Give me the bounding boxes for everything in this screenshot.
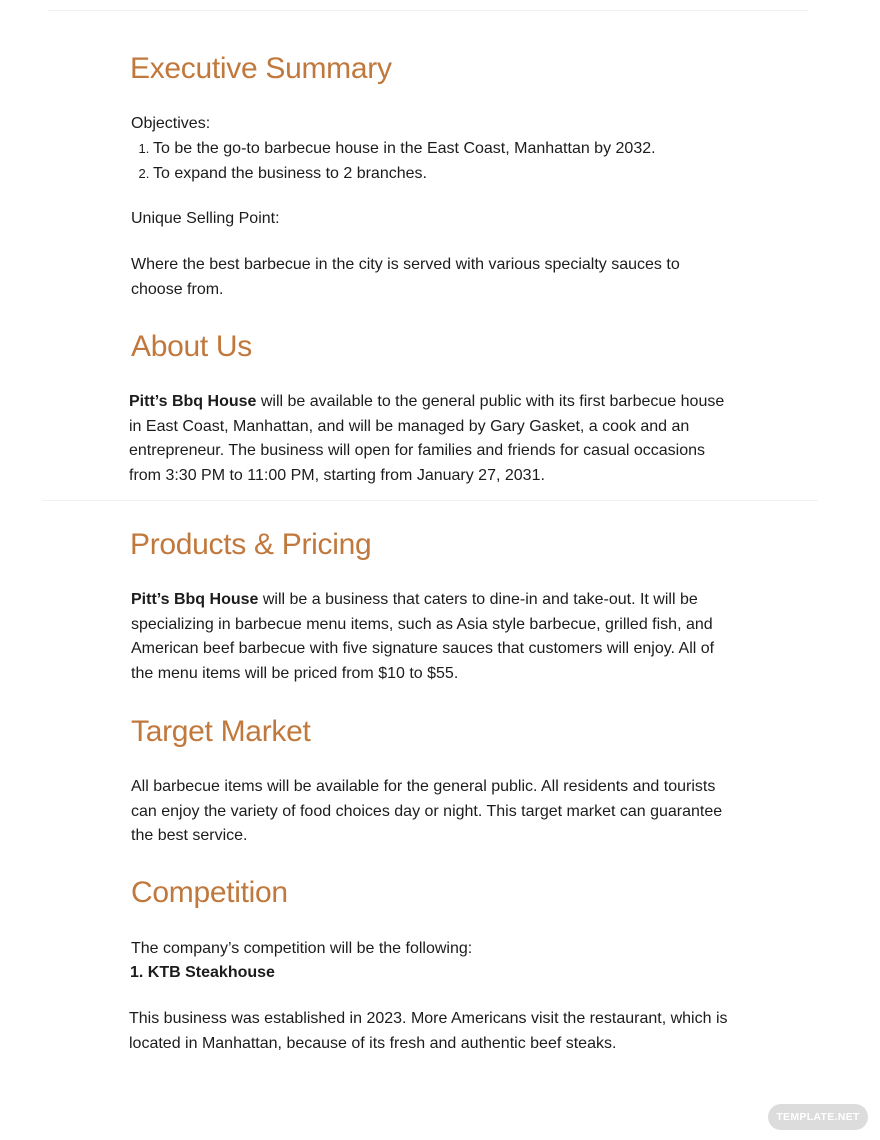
objectives-list bbox=[130, 137, 753, 186]
objectives-label: Objectives: bbox=[131, 115, 211, 132]
competitor-text: This business was established in 2023. More Americans visit the restaurant, which is located in Manhattan, because of its fresh and authentic beef steaks. bbox=[129, 1010, 728, 1052]
products-pricing-text: will be a business that caters to dine-in and take-out. It will be specializing in barbecue menu items, such as Asia style barbecue, grilled fish, and American beef barbecue with five signature sauces that customers will enjoy. All of the menu items will be priced from $10 to $55. bbox=[131, 591, 715, 683]
about-us-paragraph bbox=[129, 390, 729, 489]
products-pricing-paragraph bbox=[131, 588, 731, 687]
usp-text: Where the best barbecue in the city is served with various specialty sauces to choose from. bbox=[131, 256, 680, 298]
objective-item: 1. To be the go-to barbecue house in the East Coast, Manhattan by 2032. bbox=[153, 137, 753, 162]
usp-label: Unique Selling Point: bbox=[131, 210, 280, 227]
target-market-text: All barbecue items will be available for the general public. All residents and tourists can enjoy the variety of food choices day or night. This target market can guarantee the best service. bbox=[131, 778, 723, 845]
business-name: Pitt’s Bbq House bbox=[129, 393, 257, 410]
competitor-title: 1. KTB Steakhouse bbox=[130, 964, 275, 981]
section-divider bbox=[42, 500, 818, 501]
objective-item: 2. To expand the business to 2 branches. bbox=[153, 162, 753, 187]
top-divider bbox=[48, 10, 808, 11]
about-us-text: will be available to the general public with its first barbecue house in East Coast, Manhattan, and will be managed by Gary Gasket, a cook and an entrepreneur. The business will open for families and friends for casual occasions from 3:30 PM to 11:00 PM, starting from January 27, 2031. bbox=[129, 393, 725, 485]
target-market-heading: Target Market bbox=[131, 715, 311, 748]
competition-heading: Competition bbox=[131, 876, 288, 909]
products-pricing-heading: Products & Pricing bbox=[130, 528, 372, 561]
business-name: Pitt’s Bbq House bbox=[131, 591, 259, 608]
executive-summary-heading: Executive Summary bbox=[130, 52, 392, 85]
template-net-badge[interactable]: TEMPLATE.NET bbox=[768, 1104, 868, 1130]
competition-intro: The company’s competition will be the following: bbox=[131, 940, 473, 957]
about-us-heading: About Us bbox=[131, 330, 252, 363]
